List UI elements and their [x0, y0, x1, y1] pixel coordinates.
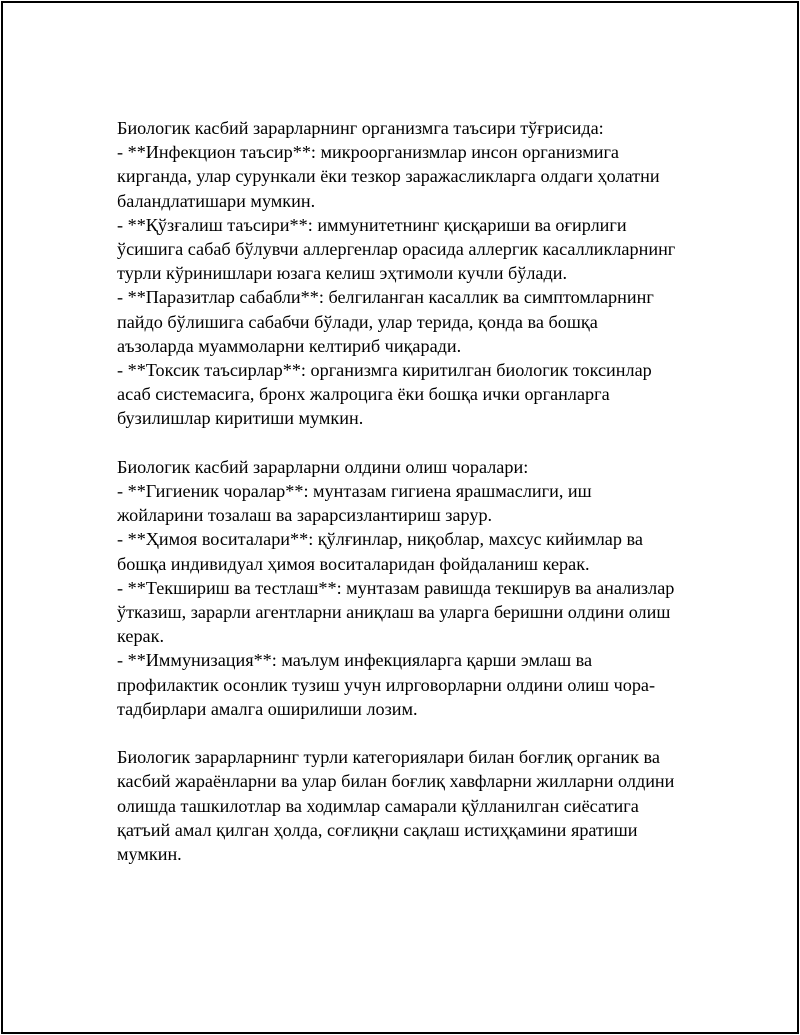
text-line: - **Паразитлар сабабли**: белгиланган касаллик ва симптомларнинг — [117, 287, 654, 308]
paragraph-gap — [117, 721, 717, 745]
paragraph-gap — [117, 431, 717, 455]
text-line: аъзоларда муаммоларни келтириб чиқаради. — [117, 335, 462, 356]
text-line: тадбирлари амалга оширилиши лозим. — [117, 698, 418, 719]
section-effects-heading: Биологик касбий зарарларнинг организмга таъсири тўғрисида: — [117, 118, 604, 138]
text-line: - **Токсик таъсирлар**: организмга киритилган биологик токсинлар — [117, 360, 652, 381]
text-line: мумкин. — [117, 844, 182, 865]
section-prevention-heading: Биологик касбий зарарларни олдини олиш чоралари: — [117, 456, 529, 477]
text-line: жойларини тозалаш ва зарарсизлантириш зарур. — [117, 505, 493, 526]
text-line: бузилишлар киритиши мумкин. — [117, 408, 364, 429]
text-line: қатъий амал қилган ҳолда, соғлиқни сақлаш истиҳқамини яратиши — [117, 819, 638, 840]
text-line: ўтказиш, зарарли агентларни аниқлаш ва уларга беришни олдини олиш — [117, 602, 671, 623]
text-line: - **Ҳимоя воситалари**: қўлғинлар, ниқоблар, махсус кийимлар ва — [117, 529, 643, 550]
text-line: баландлатишари мумкин. — [117, 190, 316, 211]
text-line: - **Текшириш ва тестлаш**: мунтазам равишда текширув ва анализлар — [117, 577, 675, 598]
text-line: касбий жараёнларни ва улар билан боғлиқ хавфларни жилларни олдини — [117, 771, 675, 792]
text-line: - **Гигиеник чоралар**: мунтазам гигиена ярашмаслиги, иш — [117, 481, 592, 502]
text-line: - **Қўзғалиш таъсири**: иммунитетнинг қисқариши ва оғирлиги — [117, 214, 627, 235]
text-line: керак. — [117, 626, 165, 647]
text-line: бошқа индивидуал ҳимоя воситаларидан фойдаланиш керак. — [117, 553, 590, 574]
section-conclusion — [117, 745, 717, 866]
text-line: - **Инфекцион таъсир**: микроорганизмлар инсон организмига — [117, 142, 620, 163]
text-line: кирганда, улар сурункали ёки тезкор заражасликларга олдаги ҳолатни — [117, 166, 660, 187]
text-line: Биологик зарарларнинг турли категориялари билан боғлиқ органик ва — [117, 747, 660, 768]
document-body — [117, 116, 717, 866]
text-line: профилактик осонлик тузиш учун илрговорларни олдини олиш чора- — [117, 674, 656, 695]
text-line: - **Иммунизация**: маълум инфекцияларга қарши эмлаш ва — [117, 650, 593, 671]
text-line: пайдо бўлишига сабабчи бўлади, улар терида, қонда ва бошқа — [117, 311, 598, 332]
section-prevention — [117, 455, 717, 721]
text-line: ўсишига сабаб бўлувчи аллергенлар орасида аллергик касалликларнинг — [117, 239, 676, 260]
text-line: турли кўринишлари юзага келиш эҳтимоли кучли бўлади. — [117, 263, 568, 284]
section-effects — [117, 116, 717, 431]
text-line: олишда ташкилотлар ва ходимлар самарали қўлланилган сиёсатига — [117, 795, 639, 816]
text-line: асаб системасига, бронх жалроцига ёки бошқа ички органларга — [117, 384, 610, 405]
